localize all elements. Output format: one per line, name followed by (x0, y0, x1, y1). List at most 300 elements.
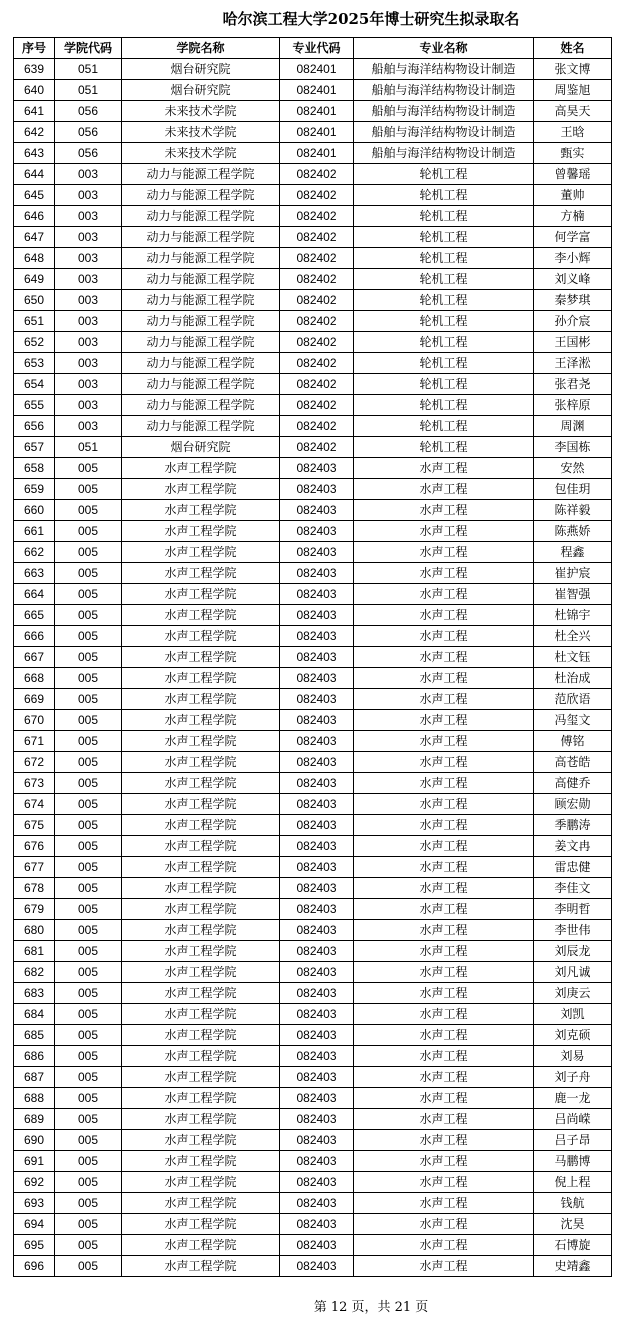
cell-college-name: 烟台研究院 (122, 437, 280, 458)
cell-student-name: 刘庚云 (534, 983, 612, 1004)
cell-college-code: 005 (55, 857, 122, 878)
cell-college-code: 005 (55, 1214, 122, 1235)
table-row (14, 164, 612, 185)
cell-student-name: 崔智强 (534, 584, 612, 605)
table-row (14, 458, 612, 479)
cell-college-name: 水声工程学院 (122, 1193, 280, 1214)
cell-major-code: 082403 (280, 458, 354, 479)
cell-student-name: 包佳玥 (534, 479, 612, 500)
cell-student-name: 冯玺文 (534, 710, 612, 731)
table-row (14, 416, 612, 437)
table-row (14, 290, 612, 311)
cell-college-code: 005 (55, 1025, 122, 1046)
cell-seq: 643 (14, 143, 55, 164)
cell-seq: 670 (14, 710, 55, 731)
cell-major-code: 082403 (280, 563, 354, 584)
cell-college-code: 003 (55, 248, 122, 269)
cell-major-code: 082403 (280, 1067, 354, 1088)
table-row (14, 668, 612, 689)
cell-major-code: 082401 (280, 122, 354, 143)
cell-major-name: 轮机工程 (354, 395, 534, 416)
cell-student-name: 崔护宸 (534, 563, 612, 584)
cell-student-name: 程鑫 (534, 542, 612, 563)
cell-major-name: 水声工程 (354, 1172, 534, 1193)
cell-major-code: 082402 (280, 374, 354, 395)
cell-student-name: 王晗 (534, 122, 612, 143)
cell-major-name: 水声工程 (354, 731, 534, 752)
cell-student-name: 马鹏博 (534, 1151, 612, 1172)
cell-major-name: 轮机工程 (354, 290, 534, 311)
column-header-student-name: 姓名 (534, 38, 612, 59)
cell-major-name: 轮机工程 (354, 437, 534, 458)
cell-major-code: 082403 (280, 1109, 354, 1130)
cell-major-code: 082403 (280, 1025, 354, 1046)
cell-major-code: 082401 (280, 101, 354, 122)
cell-major-code: 082403 (280, 1004, 354, 1025)
cell-college-name: 动力与能源工程学院 (122, 269, 280, 290)
cell-student-name: 杜治成 (534, 668, 612, 689)
cell-major-name: 水声工程 (354, 962, 534, 983)
cell-student-name: 高昊天 (534, 101, 612, 122)
cell-student-name: 安然 (534, 458, 612, 479)
cell-college-code: 005 (55, 773, 122, 794)
cell-college-code: 005 (55, 815, 122, 836)
table-row (14, 59, 612, 80)
cell-college-code: 005 (55, 1256, 122, 1277)
table-row (14, 794, 612, 815)
cell-major-code: 082403 (280, 899, 354, 920)
cell-college-name: 未来技术学院 (122, 122, 280, 143)
cell-major-code: 082403 (280, 836, 354, 857)
cell-student-name: 石博旋 (534, 1235, 612, 1256)
table-row (14, 920, 612, 941)
cell-seq: 682 (14, 962, 55, 983)
page-title: 哈尔滨工程大学2025年博士研究生拟录取名 (222, 10, 520, 28)
cell-student-name: 雷忠健 (534, 857, 612, 878)
cell-seq: 695 (14, 1235, 55, 1256)
table-row (14, 752, 612, 773)
table-row (14, 1256, 612, 1277)
table-row (14, 731, 612, 752)
cell-college-code: 005 (55, 878, 122, 899)
cell-college-code: 005 (55, 521, 122, 542)
cell-college-code: 005 (55, 542, 122, 563)
cell-seq: 668 (14, 668, 55, 689)
cell-college-code: 005 (55, 1088, 122, 1109)
table-row (14, 941, 612, 962)
cell-college-code: 003 (55, 269, 122, 290)
cell-college-code: 003 (55, 332, 122, 353)
cell-college-name: 水声工程学院 (122, 752, 280, 773)
table-row (14, 1130, 612, 1151)
cell-college-name: 水声工程学院 (122, 794, 280, 815)
cell-seq: 641 (14, 101, 55, 122)
cell-college-code: 051 (55, 80, 122, 101)
cell-major-code: 082402 (280, 290, 354, 311)
cell-college-code: 005 (55, 1130, 122, 1151)
cell-student-name: 王泽淞 (534, 353, 612, 374)
cell-major-code: 082402 (280, 227, 354, 248)
cell-major-name: 轮机工程 (354, 227, 534, 248)
cell-student-name: 李国栋 (534, 437, 612, 458)
column-header-college-code: 学院代码 (55, 38, 122, 59)
table-row (14, 878, 612, 899)
cell-major-name: 船舶与海洋结构物设计制造 (354, 101, 534, 122)
cell-student-name: 沈昊 (534, 1214, 612, 1235)
table-row (14, 101, 612, 122)
cell-major-name: 水声工程 (354, 878, 534, 899)
table-row (14, 1151, 612, 1172)
cell-college-name: 水声工程学院 (122, 857, 280, 878)
cell-major-name: 船舶与海洋结构物设计制造 (354, 80, 534, 101)
cell-major-name: 水声工程 (354, 1193, 534, 1214)
table-row (14, 395, 612, 416)
cell-major-code: 082402 (280, 248, 354, 269)
cell-student-name: 吕尚嵘 (534, 1109, 612, 1130)
cell-major-code: 082403 (280, 584, 354, 605)
table-row (14, 710, 612, 731)
cell-college-code: 005 (55, 731, 122, 752)
cell-major-code: 082403 (280, 626, 354, 647)
cell-major-code: 082402 (280, 416, 354, 437)
table-row (14, 563, 612, 584)
cell-major-code: 082403 (280, 1214, 354, 1235)
cell-college-code: 003 (55, 206, 122, 227)
cell-college-code: 005 (55, 983, 122, 1004)
cell-college-name: 水声工程学院 (122, 521, 280, 542)
cell-major-code: 082403 (280, 647, 354, 668)
cell-major-code: 082403 (280, 500, 354, 521)
cell-college-name: 水声工程学院 (122, 668, 280, 689)
cell-student-name: 姜文冉 (534, 836, 612, 857)
table-row (14, 626, 612, 647)
table-row (14, 437, 612, 458)
table-row (14, 899, 612, 920)
cell-college-name: 水声工程学院 (122, 773, 280, 794)
cell-college-name: 水声工程学院 (122, 920, 280, 941)
cell-major-code: 082403 (280, 794, 354, 815)
cell-college-code: 005 (55, 1004, 122, 1025)
page-footer: 第 12 页，共 21 页 (313, 1300, 429, 1315)
cell-college-code: 005 (55, 710, 122, 731)
cell-student-name: 杜文钰 (534, 647, 612, 668)
cell-student-name: 鹿一龙 (534, 1088, 612, 1109)
cell-major-name: 水声工程 (354, 941, 534, 962)
cell-major-code: 082403 (280, 521, 354, 542)
cell-student-name: 何学富 (534, 227, 612, 248)
cell-college-name: 水声工程学院 (122, 983, 280, 1004)
cell-student-name: 刘辰龙 (534, 941, 612, 962)
table-row (14, 185, 612, 206)
cell-college-name: 水声工程学院 (122, 1025, 280, 1046)
column-header-seq: 序号 (14, 38, 55, 59)
cell-college-name: 动力与能源工程学院 (122, 185, 280, 206)
cell-major-code: 082403 (280, 878, 354, 899)
cell-college-name: 水声工程学院 (122, 1256, 280, 1277)
cell-college-code: 003 (55, 290, 122, 311)
cell-seq: 667 (14, 647, 55, 668)
cell-major-code: 082403 (280, 668, 354, 689)
cell-college-code: 005 (55, 1046, 122, 1067)
cell-major-code: 082403 (280, 542, 354, 563)
cell-student-name: 李佳文 (534, 878, 612, 899)
cell-major-name: 水声工程 (354, 920, 534, 941)
cell-seq: 646 (14, 206, 55, 227)
cell-college-code: 005 (55, 1235, 122, 1256)
table-row (14, 1088, 612, 1109)
cell-seq: 664 (14, 584, 55, 605)
cell-major-name: 水声工程 (354, 899, 534, 920)
cell-seq: 675 (14, 815, 55, 836)
cell-college-name: 烟台研究院 (122, 80, 280, 101)
cell-major-code: 082403 (280, 941, 354, 962)
cell-student-name: 秦梦琪 (534, 290, 612, 311)
cell-major-name: 船舶与海洋结构物设计制造 (354, 143, 534, 164)
cell-major-name: 水声工程 (354, 626, 534, 647)
cell-major-code: 082401 (280, 80, 354, 101)
cell-college-name: 动力与能源工程学院 (122, 353, 280, 374)
cell-college-name: 水声工程学院 (122, 1130, 280, 1151)
cell-college-code: 056 (55, 143, 122, 164)
cell-college-name: 烟台研究院 (122, 59, 280, 80)
cell-student-name: 张君尧 (534, 374, 612, 395)
cell-seq: 642 (14, 122, 55, 143)
cell-major-code: 082402 (280, 206, 354, 227)
cell-major-code: 082403 (280, 479, 354, 500)
table-body (14, 59, 612, 1277)
cell-college-code: 005 (55, 605, 122, 626)
cell-student-name: 孙介宸 (534, 311, 612, 332)
cell-college-code: 003 (55, 227, 122, 248)
cell-college-name: 未来技术学院 (122, 143, 280, 164)
cell-major-code: 082403 (280, 1088, 354, 1109)
cell-major-code: 082402 (280, 185, 354, 206)
table-row (14, 227, 612, 248)
cell-student-name: 刘凯 (534, 1004, 612, 1025)
cell-college-name: 水声工程学院 (122, 1046, 280, 1067)
cell-college-name: 水声工程学院 (122, 899, 280, 920)
cell-major-name: 轮机工程 (354, 164, 534, 185)
table-row (14, 605, 612, 626)
cell-college-code: 005 (55, 458, 122, 479)
cell-major-name: 水声工程 (354, 458, 534, 479)
cell-major-code: 082403 (280, 1256, 354, 1277)
table-header-row (14, 38, 612, 59)
cell-major-code: 082402 (280, 437, 354, 458)
table-row (14, 689, 612, 710)
table-row (14, 206, 612, 227)
cell-college-code: 005 (55, 1067, 122, 1088)
table-row (14, 332, 612, 353)
cell-college-name: 水声工程学院 (122, 878, 280, 899)
table-row (14, 983, 612, 1004)
cell-college-code: 005 (55, 584, 122, 605)
table-row (14, 248, 612, 269)
cell-student-name: 顾宏勋 (534, 794, 612, 815)
cell-major-name: 水声工程 (354, 500, 534, 521)
cell-student-name: 张文博 (534, 59, 612, 80)
cell-major-name: 船舶与海洋结构物设计制造 (354, 59, 534, 80)
cell-seq: 656 (14, 416, 55, 437)
cell-seq: 660 (14, 500, 55, 521)
table-row (14, 479, 612, 500)
cell-student-name: 周鉴旭 (534, 80, 612, 101)
cell-major-code: 082403 (280, 605, 354, 626)
cell-seq: 654 (14, 374, 55, 395)
cell-major-name: 水声工程 (354, 689, 534, 710)
cell-major-code: 082403 (280, 1046, 354, 1067)
cell-major-name: 水声工程 (354, 1004, 534, 1025)
cell-college-name: 水声工程学院 (122, 941, 280, 962)
cell-college-name: 水声工程学院 (122, 626, 280, 647)
cell-major-name: 轮机工程 (354, 185, 534, 206)
cell-college-code: 003 (55, 164, 122, 185)
cell-college-name: 未来技术学院 (122, 101, 280, 122)
cell-college-code: 005 (55, 689, 122, 710)
cell-college-code: 056 (55, 101, 122, 122)
cell-major-name: 轮机工程 (354, 332, 534, 353)
cell-major-name: 水声工程 (354, 983, 534, 1004)
cell-college-code: 005 (55, 647, 122, 668)
cell-seq: 663 (14, 563, 55, 584)
cell-college-code: 005 (55, 668, 122, 689)
cell-seq: 640 (14, 80, 55, 101)
cell-major-code: 082402 (280, 395, 354, 416)
table-row (14, 1025, 612, 1046)
cell-major-code: 082402 (280, 164, 354, 185)
cell-seq: 655 (14, 395, 55, 416)
cell-student-name: 高健乔 (534, 773, 612, 794)
cell-student-name: 杜锦宇 (534, 605, 612, 626)
cell-student-name: 史靖鑫 (534, 1256, 612, 1277)
cell-seq: 644 (14, 164, 55, 185)
cell-major-name: 水声工程 (354, 1088, 534, 1109)
cell-college-code: 005 (55, 1151, 122, 1172)
cell-student-name: 倪上程 (534, 1172, 612, 1193)
cell-college-name: 水声工程学院 (122, 962, 280, 983)
cell-college-code: 005 (55, 1172, 122, 1193)
cell-college-code: 003 (55, 374, 122, 395)
cell-college-name: 水声工程学院 (122, 605, 280, 626)
cell-seq: 661 (14, 521, 55, 542)
cell-major-code: 082402 (280, 269, 354, 290)
cell-student-name: 刘义峰 (534, 269, 612, 290)
cell-major-name: 水声工程 (354, 605, 534, 626)
cell-student-name: 甄实 (534, 143, 612, 164)
cell-college-name: 动力与能源工程学院 (122, 206, 280, 227)
cell-college-name: 动力与能源工程学院 (122, 332, 280, 353)
cell-college-name: 水声工程学院 (122, 1172, 280, 1193)
cell-college-name: 动力与能源工程学院 (122, 395, 280, 416)
cell-major-name: 轮机工程 (354, 248, 534, 269)
cell-major-code: 082402 (280, 332, 354, 353)
cell-seq: 677 (14, 857, 55, 878)
cell-student-name: 张梓原 (534, 395, 612, 416)
cell-major-code: 082403 (280, 773, 354, 794)
cell-college-code: 005 (55, 1193, 122, 1214)
cell-major-name: 水声工程 (354, 668, 534, 689)
cell-college-name: 水声工程学院 (122, 542, 280, 563)
cell-student-name: 刘凡诚 (534, 962, 612, 983)
cell-seq: 688 (14, 1088, 55, 1109)
cell-college-code: 051 (55, 59, 122, 80)
cell-major-name: 水声工程 (354, 1109, 534, 1130)
column-header-major-name: 专业名称 (354, 38, 534, 59)
cell-major-name: 水声工程 (354, 1067, 534, 1088)
cell-major-name: 水声工程 (354, 857, 534, 878)
cell-student-name: 钱航 (534, 1193, 612, 1214)
table-row (14, 1172, 612, 1193)
cell-college-code: 005 (55, 1109, 122, 1130)
cell-major-name: 轮机工程 (354, 206, 534, 227)
admission-table (13, 37, 612, 1277)
cell-seq: 678 (14, 878, 55, 899)
table-row (14, 584, 612, 605)
cell-seq: 665 (14, 605, 55, 626)
table-row (14, 1193, 612, 1214)
cell-college-code: 003 (55, 353, 122, 374)
cell-college-code: 003 (55, 185, 122, 206)
cell-student-name: 高苍皓 (534, 752, 612, 773)
cell-major-name: 水声工程 (354, 1025, 534, 1046)
cell-major-code: 082403 (280, 1235, 354, 1256)
cell-major-code: 082403 (280, 983, 354, 1004)
table-row (14, 353, 612, 374)
cell-college-code: 051 (55, 437, 122, 458)
cell-major-name: 轮机工程 (354, 353, 534, 374)
cell-major-name: 轮机工程 (354, 311, 534, 332)
cell-seq: 672 (14, 752, 55, 773)
cell-seq: 649 (14, 269, 55, 290)
cell-student-name: 周渊 (534, 416, 612, 437)
cell-major-name: 轮机工程 (354, 374, 534, 395)
cell-major-name: 水声工程 (354, 479, 534, 500)
table-row (14, 374, 612, 395)
cell-college-name: 水声工程学院 (122, 1151, 280, 1172)
cell-major-code: 082403 (280, 1130, 354, 1151)
cell-seq: 666 (14, 626, 55, 647)
cell-college-name: 水声工程学院 (122, 479, 280, 500)
cell-student-name: 范欣语 (534, 689, 612, 710)
table-row (14, 647, 612, 668)
cell-seq: 684 (14, 1004, 55, 1025)
cell-seq: 669 (14, 689, 55, 710)
table-row (14, 1004, 612, 1025)
cell-seq: 689 (14, 1109, 55, 1130)
cell-college-code: 005 (55, 920, 122, 941)
cell-college-name: 水声工程学院 (122, 689, 280, 710)
cell-seq: 648 (14, 248, 55, 269)
cell-seq: 653 (14, 353, 55, 374)
cell-college-name: 动力与能源工程学院 (122, 290, 280, 311)
cell-student-name: 季鹏涛 (534, 815, 612, 836)
cell-student-name: 陈燕娇 (534, 521, 612, 542)
cell-seq: 658 (14, 458, 55, 479)
cell-major-code: 082402 (280, 353, 354, 374)
table-row (14, 80, 612, 101)
cell-seq: 685 (14, 1025, 55, 1046)
cell-college-name: 水声工程学院 (122, 1109, 280, 1130)
cell-seq: 639 (14, 59, 55, 80)
cell-major-code: 082403 (280, 857, 354, 878)
cell-seq: 692 (14, 1172, 55, 1193)
cell-seq: 662 (14, 542, 55, 563)
cell-college-code: 005 (55, 563, 122, 584)
cell-major-name: 水声工程 (354, 1235, 534, 1256)
cell-major-name: 水声工程 (354, 815, 534, 836)
column-header-college-name: 学院名称 (122, 38, 280, 59)
table-row (14, 1214, 612, 1235)
